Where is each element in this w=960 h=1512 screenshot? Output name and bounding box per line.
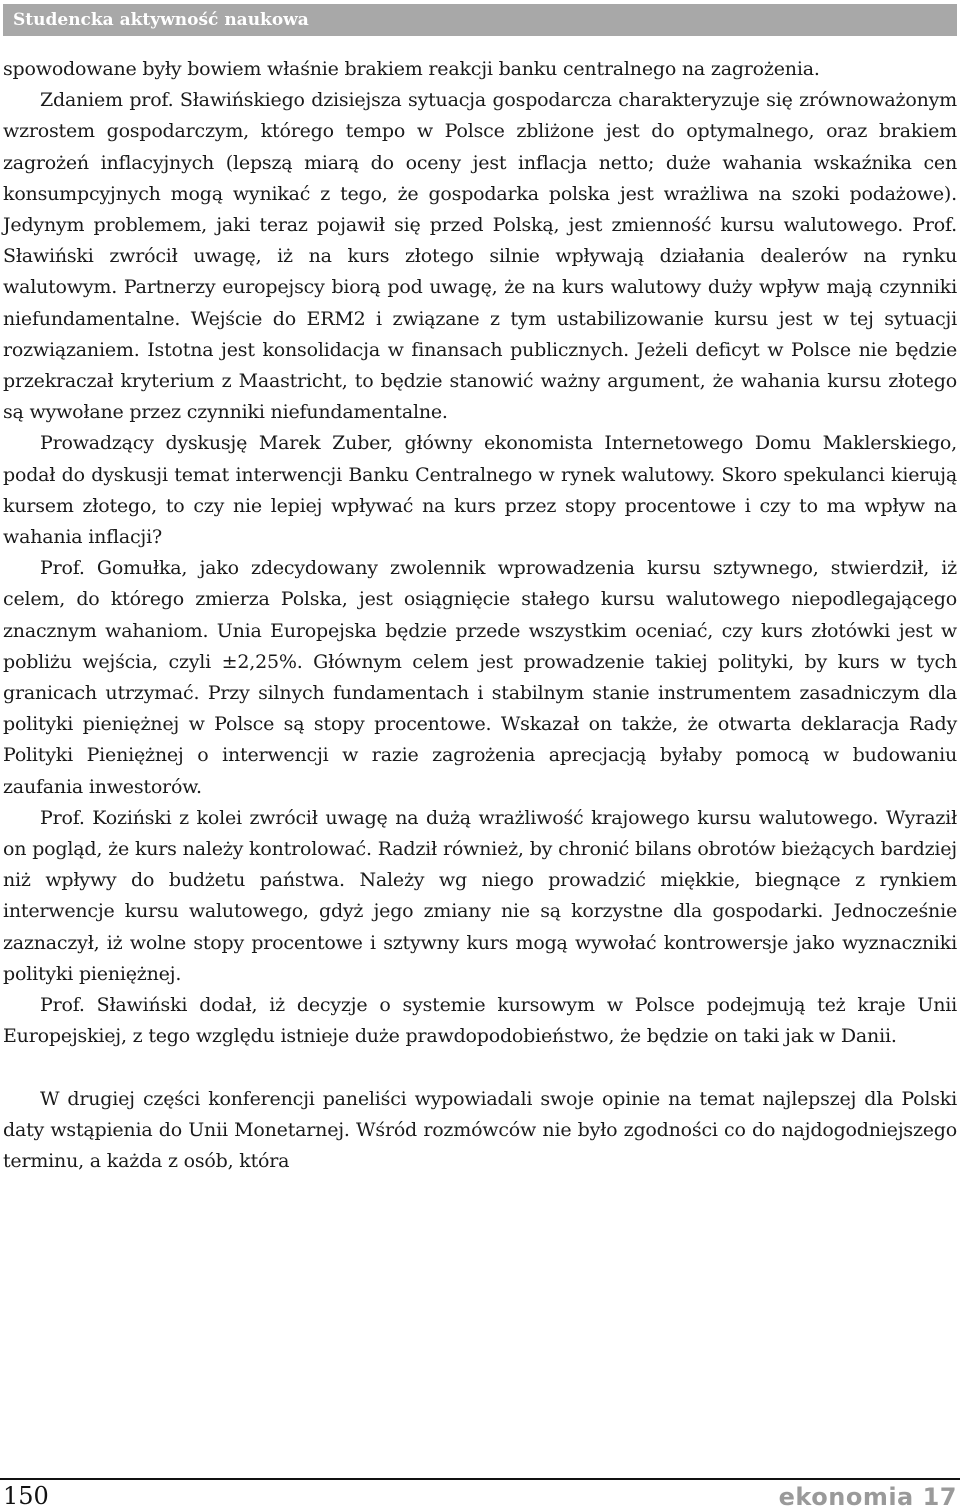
journal-name: ekonomia 17 <box>778 1483 957 1511</box>
page-footer <box>0 1478 960 1512</box>
section-title: Studencka aktywność naukowa <box>13 10 309 30</box>
footer-rule <box>0 1478 960 1480</box>
article-body <box>3 54 957 1177</box>
paragraph: spowodowane były bowiem właśnie brakiem reakcji banku centralnego na zagrożenia. <box>3 58 820 80</box>
paragraph: Zdaniem prof. Sławińskiego dzisiejsza sytuacja gospodarcza charakteryzuje się zrównoważonym wzrostem gospodarczym, którego tempo w Polsce zbliżone jest do optymalnego, oraz brakiem zagrożeń inflacyjnych (lepszą miarą do oceny jest inflacja netto; duże wahania wskaźnika cen konsumpcyjnych mogą wynikać z tego, że gospodarka polska jest wrażliwa na szoki podażowe). Jedynym problemem, jaki teraz pojawił się przed Polską, jest zmienność kursu walutowego. Prof. Sławiński zwrócił uwagę, iż na kurs złotego silnie wpływają działania dealerów na rynku walutowym. Partnerzy europejscy biorą pod uwagę, że na kurs walutowy duży wpływ mają czynniki niefundamentalne. Wejście do ERM2 i związane z tym ustabilizowanie kursu jest w tej sytuacji rozwiązaniem. Istotna jest konsolidacja w finansach publicznych. Jeżeli deficyt w Polsce nie będzie przekraczał kryterium z Maastricht, to będzie stanowić ważny argument, że wahania kursu złotego są wywołane przez czynniki niefundamentalne. <box>3 89 957 424</box>
page-number: 150 <box>3 1482 49 1510</box>
section-header-bar <box>3 4 957 36</box>
paragraph: Prof. Koziński z kolei zwrócił uwagę na dużą wrażliwość krajowego kursu walutowego. Wyraził on pogląd, że kurs należy kontrolować. Radził również, by chronić bilans obrotów bieżących bardziej niż wpływy do budżetu państwa. Należy wg niego prowadzić miękkie, biegnące z rynkiem interwencje kursu walutowego, gdyż jego zmiany nie są korzystne dla gospodarki. Jednocześnie zaznaczył, iż wolne stopy procentowe i sztywny kurs mogą wywołać kontrowersje jako wyznaczniki polityki pieniężnej. <box>3 806 957 985</box>
paragraph: Prof. Gomułka, jako zdecydowany zwolennik wprowadzenia kursu sztywnego, stwierdził, iż celem, do którego zmierza Polska, jest osiągnięcie stałego kursu walutowego niepodlegającego znacznym wahaniom. Unia Europejska będzie przede wszystkim oceniać, czy kurs złotówki jest w pobliżu wejścia, czyli ±2,25%. Głównym celem jest prowadzenie takiej polityki, by kurs w tych granicach utrzymać. Przy silnych fundamentach i stabilnym stanie instrumentem zasadniczym dla polityki pieniężnej w Polsce są stopy procentowe. Wskazał on także, że otwarta deklaracja Rady Polityki Pieniężnej o interwencji w razie zagrożenia aprecjacją byłaby pomocą w budowaniu zaufania inwestorów. <box>3 557 957 798</box>
paragraph: W drugiej części konferencji paneliści wypowiadali swoje opinie na temat najlepszej dla Polski daty wstąpienia do Unii Monetarnej. Wśród rozmówców nie było zgodności co do najdogodniejszego terminu, a każda z osób, która <box>3 1087 957 1172</box>
paragraph: Prof. Sławiński dodał, iż decyzje o systemie kursowym w Polsce podejmują też kraje Unii Europejskiej, z tego względu istnieje duże prawdopodobieństwo, że będzie on taki jak w Danii. <box>3 994 957 1048</box>
paragraph: Prowadzący dyskusję Marek Zuber, główny ekonomista Internetowego Domu Maklerskiego, podał do dyskusji temat interwencji Banku Centralnego w rynek walutowy. Skoro spekulanci kierują kursem złotego, to czy nie lepiej wpływać na kurs przez stopy procentowe i czy to ma wpływ na wahania inflacji? <box>3 432 957 549</box>
